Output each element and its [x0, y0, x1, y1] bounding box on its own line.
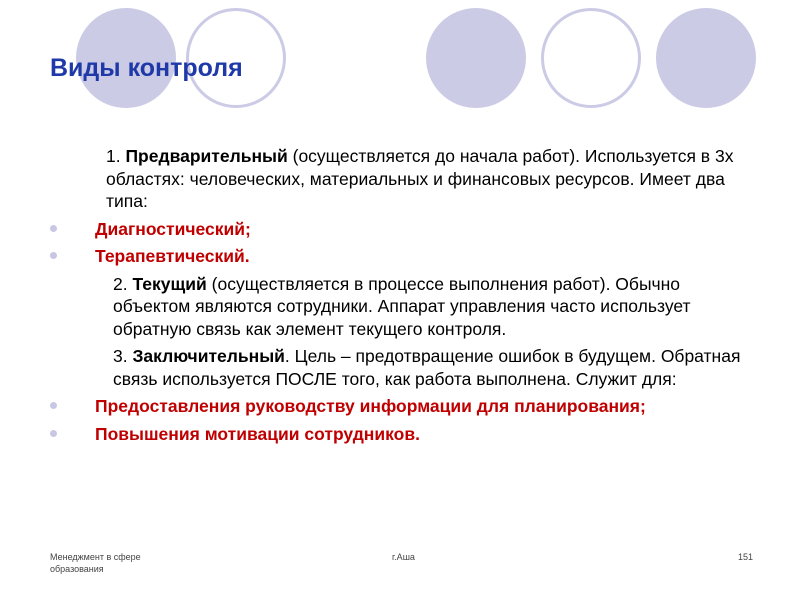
footer-page-number: 151	[738, 552, 754, 562]
bullet-item	[50, 395, 755, 418]
paragraph-number: 1.	[106, 146, 126, 166]
circle-filled-3	[426, 8, 526, 108]
paragraph-current	[50, 273, 755, 341]
term-final: Заключительный	[132, 346, 285, 366]
circle-outline-4	[541, 8, 641, 108]
paragraph-text: (осуществляется до начала работ). Используется в 3х областях: человеческих, материальных и финансовых ресурсов. Имеет два типа:	[106, 146, 734, 211]
bullet-text: Диагностический;	[95, 218, 251, 239]
paragraph-number: 3.	[113, 346, 133, 366]
slide-body	[50, 145, 755, 450]
bullet-item	[50, 218, 755, 241]
paragraph-text: (осуществляется в процессе выполнения работ). Обычно объектом являются сотрудники. Аппарат управления часто использует обратную связь как элемент текущего контроля.	[113, 273, 691, 339]
bullet-text: Терапевтический.	[95, 246, 250, 266]
footer-location: г.Аша	[392, 552, 415, 562]
bullet-dot-icon	[50, 430, 57, 437]
slide-title: Виды контроля	[50, 54, 243, 82]
bullet-item	[50, 245, 755, 268]
footer-course: Менеджмент в сфере образования	[50, 552, 141, 574]
bullet-dot-icon	[50, 402, 57, 409]
term-current: Текущий	[132, 273, 207, 294]
bullet-dot-icon	[50, 252, 57, 259]
bullet-dot-icon	[50, 225, 57, 232]
term-preliminary: Предварительный	[125, 146, 288, 166]
paragraph-preliminary	[50, 145, 755, 213]
circle-filled-5	[656, 8, 756, 108]
bullet-item	[50, 423, 755, 446]
paragraph-final	[50, 345, 755, 390]
paragraph-text: . Цель – предотвращение ошибок в будущем. Обратная связь используется ПОСЛЕ того, как работа выполнена. Служит для:	[113, 346, 741, 389]
bullet-text: Предоставления руководству информации для планирования;	[95, 396, 646, 416]
bullet-text: Повышения мотивации сотрудников.	[95, 423, 420, 444]
paragraph-number: 2.	[113, 273, 133, 294]
